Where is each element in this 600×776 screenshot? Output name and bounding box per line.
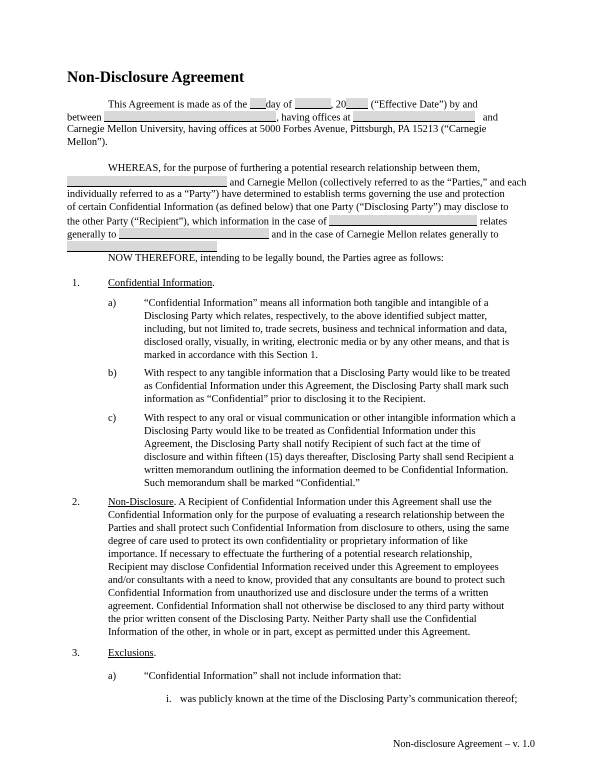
month-blank-field[interactable]	[295, 98, 331, 109]
party-address-blank-field[interactable]	[353, 111, 475, 122]
cmu-subject-blank-field[interactable]	[67, 241, 217, 252]
section-1c-label: c)	[108, 413, 117, 424]
section-1b-line: With respect to any tangible information that a Disclosing Party would like to be treated	[144, 368, 511, 379]
section-2-heading: Non-Disclosure	[108, 497, 174, 508]
section-1b-label: b)	[108, 368, 117, 379]
section-1a-line: Disclosing Party which relates, respectively, to the above identified subject matter,	[144, 311, 488, 322]
section-1b-line: as Confidential Information under this Agreement, the Disclosing Party shall mark such	[144, 381, 509, 392]
whereas-party-blank-field[interactable]	[67, 176, 227, 187]
section-2-line: Recipient may disclose Confidential Information received under this Agreement to employees	[108, 562, 499, 573]
whereas-line-5: the other Party (“Recipient”), which information in the case of relates	[67, 216, 508, 228]
day-blank-field[interactable]	[250, 98, 266, 109]
section-1c-line: Agreement, the Disclosing Party shall notify Recipient of such fact at the time of	[144, 439, 481, 450]
section-1a-line: “Confidential Information” means all information both tangible and intangible of a	[144, 298, 489, 309]
party-subject-blank-field[interactable]	[119, 228, 269, 239]
section-1a-label: a)	[108, 298, 117, 309]
section-1-number: 1.	[72, 278, 80, 289]
page-footer: Non-disclosure Agreement – v. 1.0	[393, 739, 535, 750]
section-2-line: Confidential Information from unauthorized use and disclosure under the terms of a written	[108, 588, 489, 599]
section-1c-line: written memorandum outlining the information deemed to be Confidential Information.	[144, 465, 509, 476]
whereas-line-3: individually referred to as a “Party”) have determined to establish terms governing the use and protection	[67, 189, 505, 200]
section-3a-i-text: was publicly known at the time of the Disclosing Party’s communication thereof;	[180, 694, 518, 705]
section-1c-line: Such memorandum shall be marked “Confidential.”	[144, 478, 360, 489]
now-therefore-line: NOW THEREFORE, intending to be legally bound, the Parties agree as follows:	[108, 253, 444, 264]
section-1c-line: disclosure and within fifteen (15) days thereafter, Disclosing Party shall send Recipient a	[144, 452, 514, 463]
section-3a-i-label: i.	[166, 694, 172, 705]
document-title: Non-Disclosure Agreement	[67, 69, 245, 86]
whereas-line-1: WHEREAS, for the purpose of furthering a potential research relationship between them,	[108, 163, 480, 174]
section-3-heading: Exclusions.	[108, 648, 157, 659]
intro-line-4: Mellon”).	[67, 137, 108, 148]
intro-line-3: Carnegie Mellon University, having offices at 5000 Forbes Avenue, Pittsburgh, PA 15213 (“Carnegie	[67, 124, 487, 135]
section-1a-line: including, but not limited to, trade secrets, business and technical information and data,	[144, 324, 508, 335]
section-1-heading: Confidential Information.	[108, 278, 215, 289]
section-2-first-line: Non-Disclosure. A Recipient of Confidential Information under this Agreement shall use the	[108, 497, 492, 508]
section-2-line: Parties and shall protect such Confidential Information from disclosure to others, using the same	[108, 523, 510, 534]
whereas-line-6: generally to and in the case of Carnegie Mellon relates generally to	[67, 229, 499, 241]
section-2-line: and/or consultants with a need to know, provided that any consultants are bound to protect such	[108, 575, 505, 586]
intro-line-1: This Agreement is made as of the day of , 20 (“Effective Date”) by and	[108, 99, 478, 111]
party-name-blank-field[interactable]	[104, 111, 276, 122]
section-3a-label: a)	[108, 671, 117, 682]
section-1b-line: information as “Confidential” prior to disclosing it to the Recipient.	[144, 394, 426, 405]
whereas-line-2: and Carnegie Mellon (collectively referred to as the “Parties,” and each	[67, 176, 526, 190]
section-1a-line: disclosed orally, visually, in writing, electronic media or by any other means, and that is	[144, 337, 510, 348]
section-2-line: importance. If necessary to effectuate the furthering of a potential research relationship,	[108, 549, 473, 560]
intro-line-2: between , having offices at and	[67, 112, 498, 124]
year-blank-field[interactable]	[346, 98, 368, 109]
section-1a-line: marked in accordance with this Section 1.	[144, 350, 318, 361]
section-3-number: 3.	[72, 648, 80, 659]
section-1c-line: Disclosing Party would like to be treated as Confidential Information under this	[144, 426, 476, 437]
section-2-number: 2.	[72, 497, 80, 508]
whereas-line-4: of certain Confidential Information (as defined below) that one Party (“Disclosing Party”) may disclose to	[67, 202, 509, 213]
section-2-line: Information of the other, in whole or in part, except as permitted under this Agreement.	[108, 627, 471, 638]
whereas-case-party-blank-field[interactable]	[329, 215, 477, 226]
section-3a-text: “Confidential Information” shall not include information that:	[144, 671, 402, 682]
section-2-line: agreement. Confidential Information shall not otherwise be disclosed to any third party without	[108, 601, 505, 612]
section-2-line: degree of care used to protect its own confidentiality or proprietary information of like	[108, 536, 468, 547]
section-2-line: Confidential Information only for the purpose of evaluating a research relationship between the	[108, 510, 505, 521]
section-1c-line: With respect to any oral or visual communication or other intangible information which a	[144, 413, 516, 424]
section-2-line: the prior written consent of the Disclosing Party. Neither Party shall use the Confidential	[108, 614, 477, 625]
